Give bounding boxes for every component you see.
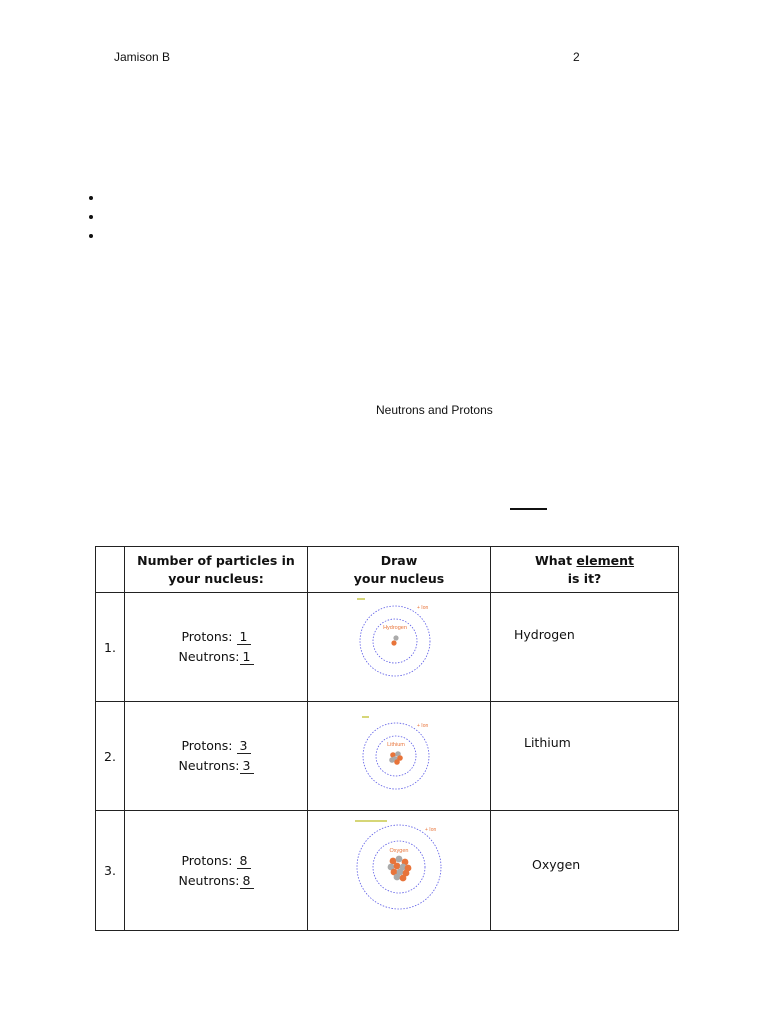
protons-value: 8 xyxy=(237,854,251,869)
protons-label: Protons: xyxy=(181,738,233,753)
proton-particle xyxy=(400,875,407,882)
section-title: Neutrons and Protons xyxy=(376,403,493,417)
header-element-prefix: What xyxy=(534,552,577,568)
atom-label: Lithium xyxy=(387,742,405,748)
header-element-line2: is it? xyxy=(567,570,602,586)
header-cell-element xyxy=(491,547,679,593)
protons-value: 3 xyxy=(237,739,251,754)
nucleus-drawing-cell xyxy=(308,811,491,931)
particle-counts xyxy=(125,811,308,931)
table-row xyxy=(96,811,679,931)
underline-mark xyxy=(510,508,547,510)
outer-orbit xyxy=(363,723,429,789)
particle-counts xyxy=(125,702,308,811)
element-name: Lithium xyxy=(524,735,571,750)
neutron-particle xyxy=(396,856,403,863)
nucleus-drawing-cell xyxy=(308,702,491,811)
table-row xyxy=(96,702,679,811)
neutrons-value: 1 xyxy=(240,650,254,665)
header-draw-line2: your nucleus xyxy=(353,570,445,586)
row-number: 1. xyxy=(96,593,125,702)
table-header-row xyxy=(96,547,679,593)
element-cell xyxy=(491,593,679,702)
ion-label: + Ion xyxy=(417,723,429,729)
row-number: 3. xyxy=(96,811,125,931)
header-cell-draw xyxy=(308,547,491,593)
header-particles-line1: Number of particles in xyxy=(137,552,295,568)
header-element-word: element xyxy=(576,552,635,568)
header-page-number: 2 xyxy=(573,50,580,64)
table-row xyxy=(96,593,679,702)
element-cell xyxy=(491,811,679,931)
element-name: Oxygen xyxy=(532,857,581,872)
bullet-list xyxy=(86,190,104,247)
element-cell xyxy=(491,702,679,811)
lithium-atom-diagram xyxy=(358,714,440,796)
header-particles-line2: your nucleus: xyxy=(168,570,264,586)
header-author-name: Jamison B xyxy=(114,50,171,64)
protons-label: Protons: xyxy=(181,852,233,868)
neutron-particle xyxy=(389,757,395,763)
protons-label: Protons: xyxy=(181,629,233,644)
nucleus-drawing-cell xyxy=(308,593,491,702)
atom-label: Oxygen xyxy=(389,848,409,854)
atom-label: Hydrogen xyxy=(383,625,407,631)
proton-particle xyxy=(394,863,401,870)
neutron-particle xyxy=(393,635,398,640)
neutrons-value: 3 xyxy=(240,759,254,774)
header-cell-number xyxy=(96,547,125,593)
hydrogen-atom-diagram xyxy=(353,597,443,689)
neutrons-label: Neutrons: xyxy=(178,758,240,773)
proton-particle xyxy=(394,759,400,765)
proton-particle xyxy=(391,640,396,645)
neutrons-label: Neutrons: xyxy=(178,649,240,664)
ion-label: + Ion xyxy=(425,827,437,833)
header-draw-line1: Draw xyxy=(380,552,418,568)
header-cell-particles xyxy=(125,547,308,593)
neutrons-value: 8 xyxy=(240,874,254,889)
row-number: 2. xyxy=(96,702,125,811)
ion-label: + Ion xyxy=(417,605,429,611)
element-name: Hydrogen xyxy=(514,627,575,642)
particle-counts xyxy=(125,593,308,702)
neutrons-label: Neutrons: xyxy=(178,872,240,888)
neutron-particle xyxy=(394,874,401,881)
protons-value: 1 xyxy=(237,630,251,645)
oxygen-atom-diagram xyxy=(353,819,453,917)
particles-table xyxy=(95,546,679,931)
